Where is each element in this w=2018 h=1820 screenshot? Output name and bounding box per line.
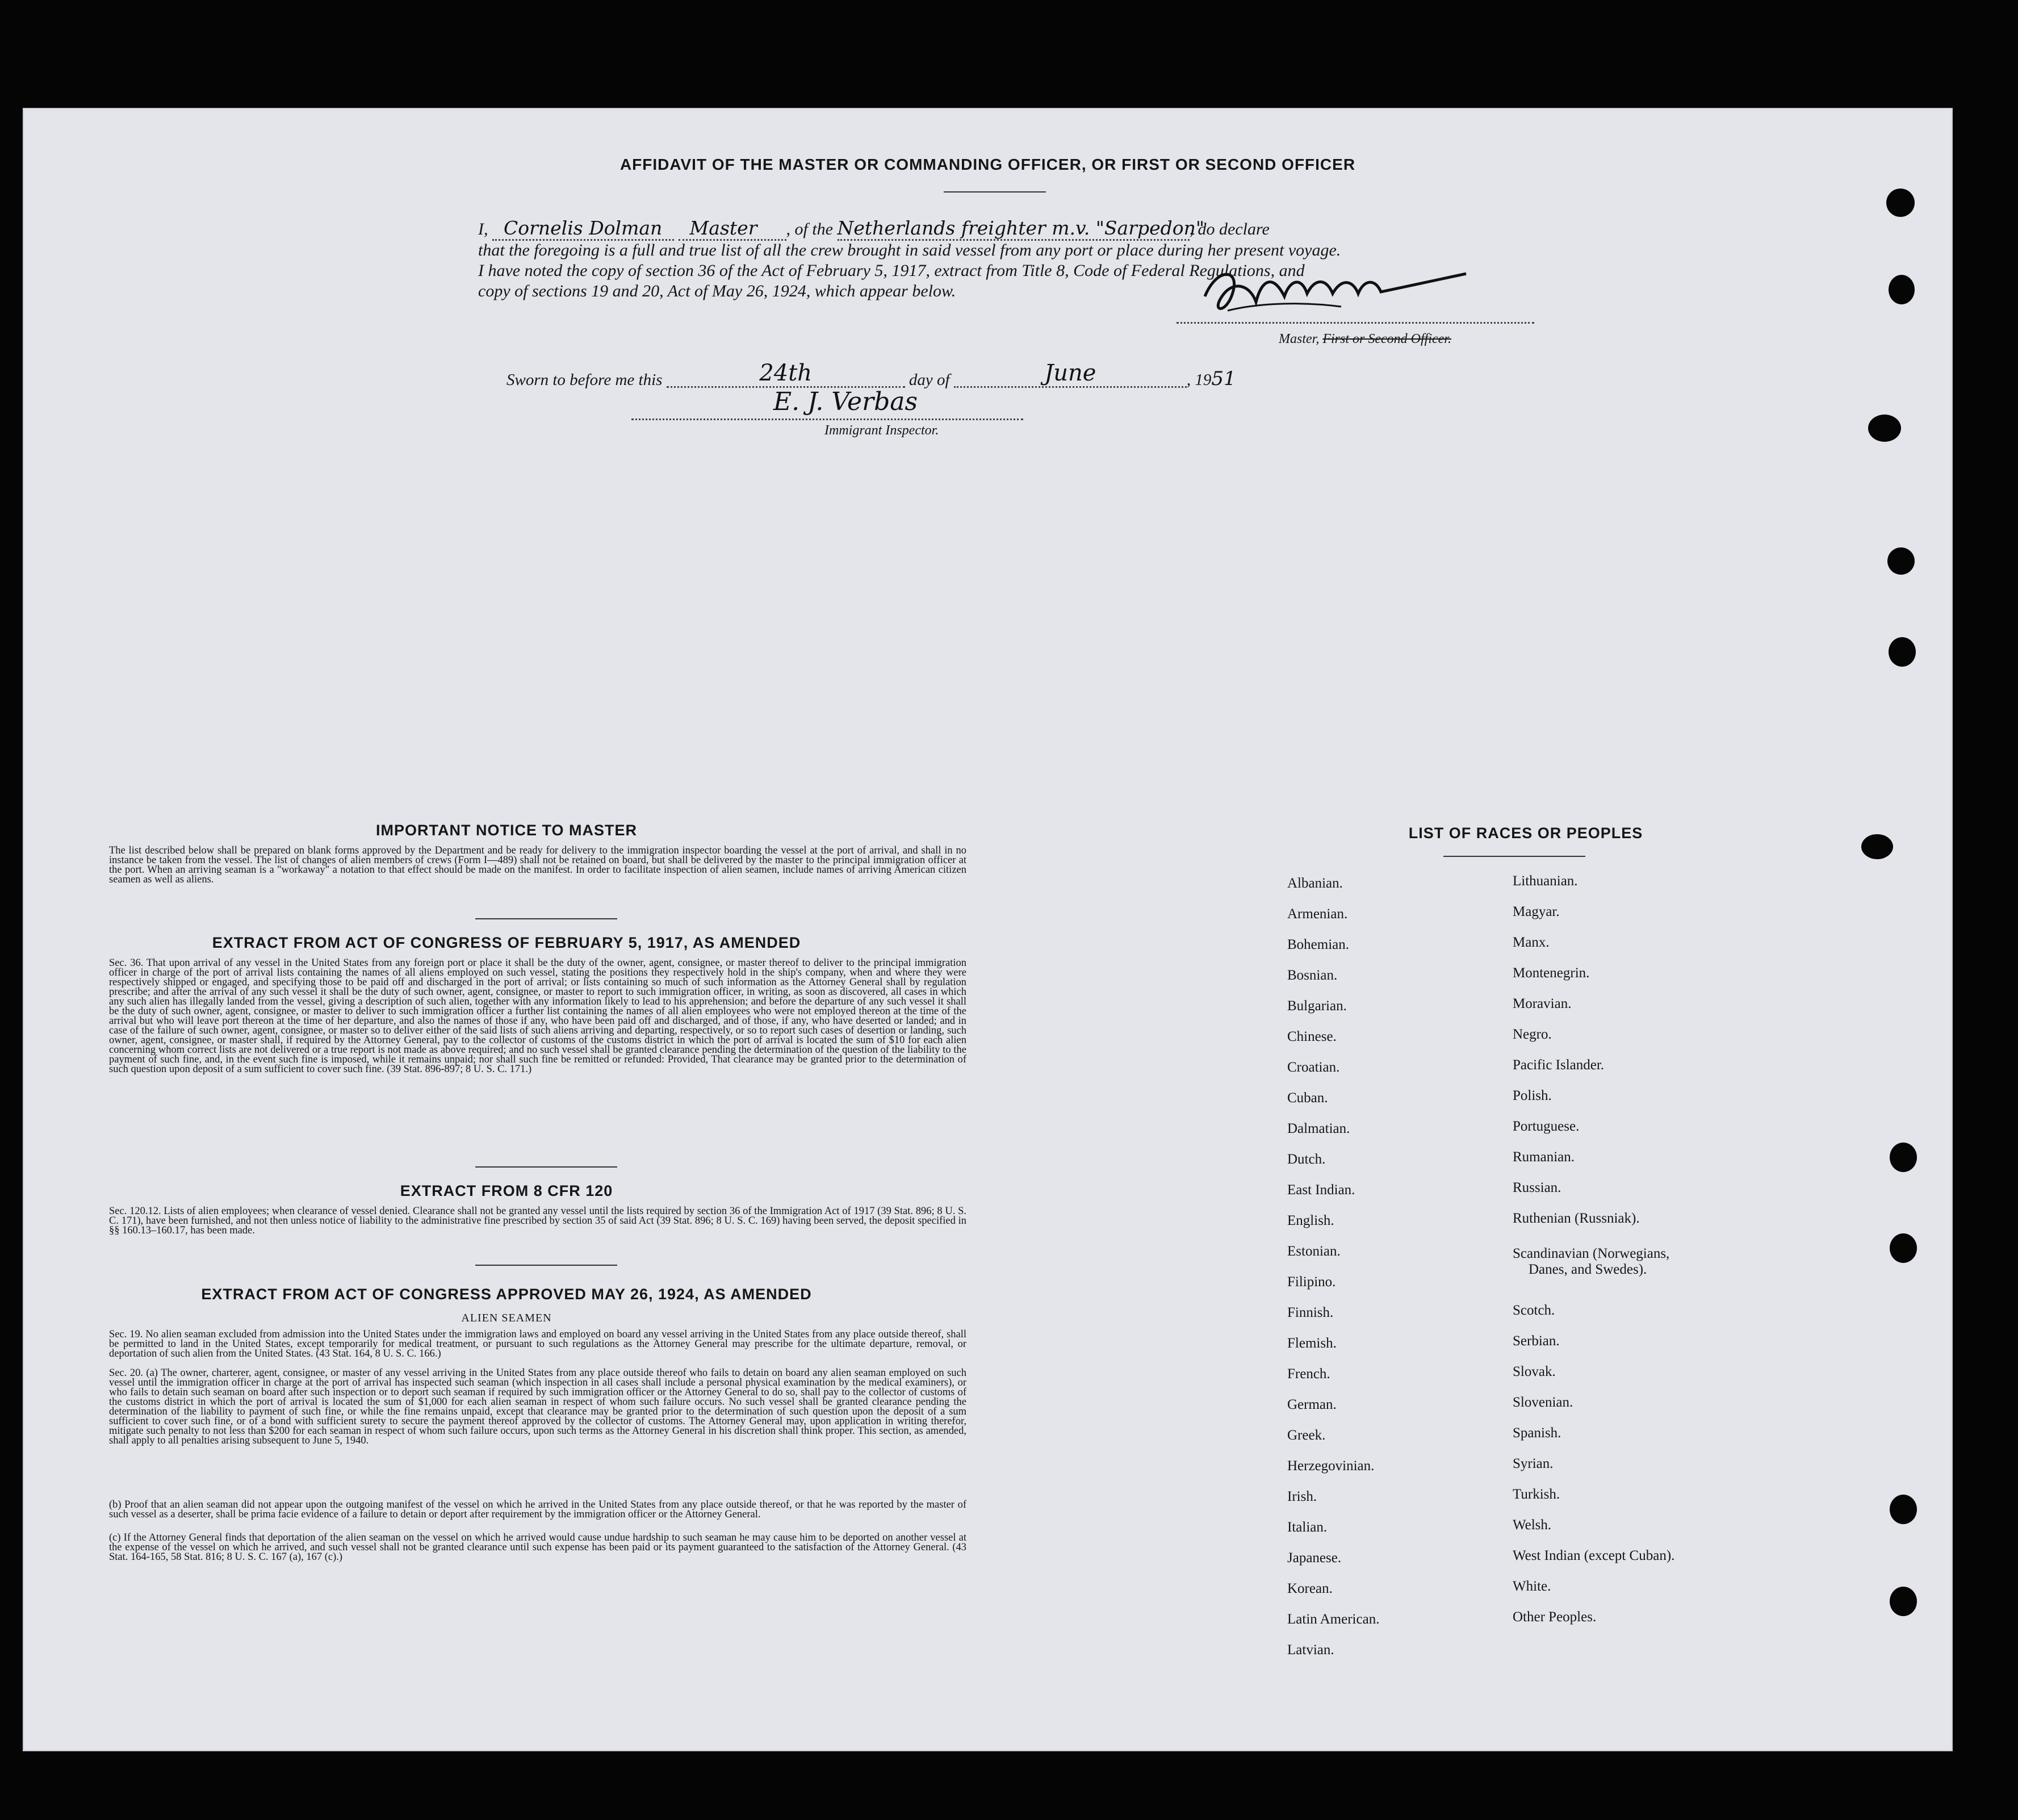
document-page xyxy=(23,108,1953,1751)
race-item: Herzegovinian. xyxy=(1287,1458,1375,1474)
inspector-signature-line xyxy=(631,419,1023,420)
race-item: Latvian. xyxy=(1287,1642,1334,1658)
punch-hole xyxy=(1868,415,1901,442)
notice-title: IMPORTANT NOTICE TO MASTER xyxy=(376,822,637,839)
race-item: Greek. xyxy=(1287,1428,1326,1443)
signature-label-officer: First or Second Officer. xyxy=(1322,332,1451,346)
affidavit-line-3: I have noted the copy of section 36 of the Act of February 5, 1917, extract from Title 8, Code of Federal Regulations, and xyxy=(478,261,1305,280)
race-item: Lithuanian. xyxy=(1513,873,1578,889)
signature-line xyxy=(1177,322,1534,324)
race-item: Ruthenian (Russniak). xyxy=(1513,1211,1640,1226)
race-item: Welsh. xyxy=(1513,1517,1552,1533)
race-item: Filipino. xyxy=(1287,1274,1336,1290)
extract-cfr-divider xyxy=(475,1265,617,1266)
extract-1924-title: EXTRACT FROM ACT OF CONGRESS APPROVED MAY 26, 1924, AS AMENDED xyxy=(201,1286,812,1303)
race-item: Dalmatian. xyxy=(1287,1121,1350,1136)
race-item: Italian. xyxy=(1287,1520,1328,1535)
punch-hole xyxy=(1890,1233,1917,1263)
race-item: Magyar. xyxy=(1513,904,1560,919)
race-item: Cuban. xyxy=(1287,1090,1328,1106)
race-item: Montenegrin. xyxy=(1513,965,1590,981)
inspector-signature: E. J. Verbas xyxy=(773,387,918,416)
race-item: Manx. xyxy=(1513,935,1550,950)
extract-1924-sec20c: (c) If the Attorney General finds that deportation of the alien seaman on the vessel on which he arrived would cause undue hardship to such seaman he may cause him to be deported on another vessel at the expense of the vessel on which he arrived, and such vessel shall not be granted clearance until such expense has been paid or its payment guaranteed to the satisfaction of the Attorney General. (43 Stat. 164-165, 58 Stat. 816; 8 U. S. C. 167 (a), 167 (c).) xyxy=(109,1532,966,1563)
extract-1917-title: EXTRACT FROM ACT OF CONGRESS OF FEBRUARY 5, 1917, AS AMENDED xyxy=(212,934,801,951)
race-item: Bulgarian. xyxy=(1287,998,1347,1014)
punch-hole xyxy=(1886,189,1915,217)
punch-hole xyxy=(1890,1495,1917,1524)
race-item: Rumanian. xyxy=(1513,1149,1575,1165)
sworn-year-prefix: , 19 xyxy=(1186,371,1212,389)
race-item: Chinese. xyxy=(1287,1029,1337,1044)
signature-label-master: Master, xyxy=(1279,332,1320,346)
race-item: Croatian. xyxy=(1287,1060,1340,1075)
signature-label xyxy=(1279,332,1451,347)
extract-1924-sec19: Sec. 19. No alien seaman excluded from admission into the United States under the immigration laws and employed on board any vessel arriving in the United States from any place outside thereof, shall be permitted to land in the United States, except temporarily for medical treatment, or pursuant to such regulations as the Attorney General may prescribe for the ultimate departure, removal, or deportation of such alien from the United States. (43 Stat. 164, 8 U. S. C. 166.) xyxy=(109,1329,966,1359)
race-item: Bohemian. xyxy=(1287,937,1350,952)
extract-1924-subtitle: ALIEN SEAMEN xyxy=(461,1312,552,1324)
extract-cfr-text: Sec. 120.12. Lists of alien employees; when clearance of vessel denied. Clearance shall not be granted any vessel until the lists required by section 36 of the Immigration Act of 1917 (39 Stat. 896; 8 U. S. C. 171), have been furnished, and not then unless notice of liability to the administrative fine prescribed by section 35 of said Act (39 Stat. 896; 8 U. S. C. 169) having been served, the deposit specified in §§ 160.13–160.17, has been made. xyxy=(109,1206,966,1236)
race-item: Finnish. xyxy=(1287,1305,1334,1320)
extract-1917-text: Sec. 36. That upon arrival of any vessel in the United States from any foreign port or place it shall be the duty of the owner, agent, consignee, or master thereof to deliver to the principal immigration officer in charge of the port of arrival lists containing the names of all aliens employed on such vessel, stating the positions they respectively hold in the ship's company, when and where they were respectively shipped or engaged, and specifying those to be paid off and discharged in the port of arrival; or lists containing so much of such information as the Attorney General shall by regulation prescribe; and after the arrival of any such vessel it shall be the duty of such owner, agent, consignee, or master to report to such immigration officer, in writing, as soon as discovered, all cases in which any such alien has illegally landed from the vessel, giving a description of such alien, together with any information likely to lead to his apprehension; and before the departure of any such vessel it shall be the duty of such owner, agent, consignee, or master to deliver to such immigration officer a further list containing the names of all alien employees who were not employed thereon at the time of the arrival but who will leave port thereon at the time of her departure, and also the names of those if any, who have been paid off and discharged, and of those, if any, who have deserted or landed; and in case of the failure of such owner, agent, consignee, or master so to deliver either of the said lists of such aliens arriving and departing, respectively, or so to report such cases of desertion or landing, such owner, agent, consignee, or master shall, if required by the Attorney General, pay to the collector of customs of the customs district in which the port of arrival is located the sum of $10 for each alien concerning whom correct lists are not delivered or a true report is not made as above required; and no such vessel shall be granted clearance pending the determination of the question of the liability to the payment of such fine, and, in the event such fine is imposed, while it remains unpaid; nor shall such fine be remitted or refunded: Provided, That clearance may be granted prior to the determination of such question upon deposit of a sum sufficient to cover such fine. (39 Stat. 896-897; 8 U. S. C. 171.) xyxy=(109,957,966,1075)
master-name: Cornelis Dolman xyxy=(492,217,674,241)
sworn-prefix: Sworn to before me this xyxy=(506,371,663,389)
race-item: Armenian. xyxy=(1287,906,1348,922)
punch-hole xyxy=(1861,834,1893,859)
master-rank: Master xyxy=(679,217,786,241)
race-item: Scotch. xyxy=(1513,1303,1555,1318)
master-signature xyxy=(1194,262,1477,336)
races-title: LIST OF RACES OR PEOPLES xyxy=(1408,825,1643,842)
race-item: Spanish. xyxy=(1513,1425,1561,1441)
inspector-label: Immigrant Inspector. xyxy=(824,423,939,438)
affidavit-line-4: copy of sections 19 and 20, Act of May 26, 1924, which appear below. xyxy=(478,282,956,300)
notice-divider xyxy=(475,918,617,919)
affidavit-line-1 xyxy=(478,217,1270,241)
race-item: Syrian. xyxy=(1513,1456,1554,1471)
affidavit-declare: , do declare xyxy=(1189,220,1270,239)
race-item: German. xyxy=(1287,1397,1337,1412)
race-item: Portuguese. xyxy=(1513,1119,1580,1134)
punch-hole xyxy=(1889,275,1915,304)
race-item: Estonian. xyxy=(1287,1244,1341,1259)
race-item: Pacific Islander. xyxy=(1513,1057,1605,1073)
race-item: Latin American. xyxy=(1287,1612,1380,1627)
sworn-day: 24th xyxy=(667,360,905,388)
race-item: White. xyxy=(1513,1579,1551,1594)
vessel-name: Netherlands freighter m.v. "Sarpedon" xyxy=(838,217,1190,241)
race-item: Flemish. xyxy=(1287,1336,1337,1351)
race-item: French. xyxy=(1287,1366,1330,1382)
affidavit-line-2: that the foregoing is a full and true list of all the crew brought in said vessel from any port or place during her present voyage. xyxy=(478,241,1341,260)
races-divider xyxy=(1443,856,1585,857)
race-item: Bosnian. xyxy=(1287,968,1338,983)
punch-hole xyxy=(1890,1143,1917,1172)
race-item: Irish. xyxy=(1287,1489,1317,1504)
race-item: Korean. xyxy=(1287,1581,1333,1596)
race-item: Moravian. xyxy=(1513,996,1572,1011)
race-item: Japanese. xyxy=(1287,1550,1342,1566)
race-item: Slovenian. xyxy=(1513,1395,1573,1410)
race-item: Turkish. xyxy=(1513,1487,1560,1502)
punch-hole xyxy=(1890,1587,1917,1616)
race-item: Scandinavian (Norwegians, xyxy=(1513,1246,1670,1261)
extract-1917-divider xyxy=(475,1166,617,1168)
extract-1924-sec20b: (b) Proof that an alien seaman did not appear upon the outgoing manifest of the vessel on which he arrived in the United States from any place outside thereof, or that he was reported by the master of such vessel as a deserter, shall be prima facie evidence of a failure to detain or deport after requirement by the immigration officer or the Attorney General. xyxy=(109,1499,966,1520)
race-item: Danes, and Swedes). xyxy=(1529,1262,1647,1277)
race-item: Dutch. xyxy=(1287,1152,1326,1167)
race-item: Slovak. xyxy=(1513,1364,1556,1379)
extract-1924-sec20a: Sec. 20. (a) The owner, charterer, agent, consignee, or master of any vessel arriving in the United States from any place outside thereof who fails to detain on board any alien seaman employed on such vessel until the immigration officer in charge at the port of arrival has inspected such seaman (which inspection in all cases shall include a personal physical examination by the medical examiners), or who fails to detain such seaman on board after such inspection or to deport such seaman if required by such immigration officer or the Attorney General to do so, shall pay to the collector of customs of the customs district in which the port of arrival is located the sum of $1,000 for each alien seaman in respect of whom such failure occurs. No such vessel shall be granted clearance pending the determination of the liability to payment of such fine, or while the fine remains unpaid, except that clearance may be granted prior to the determination of such question upon the deposit of a sum sufficient to cover such fine, or of a bond with sufficient surety to secure the payment thereof approved by the collector of customs. The Attorney General may, upon application in writing therefor, mitigate such penalty to not less than $200 for each seaman in respect of whom such failure occurs, upon such terms as the Attorney General in his discretion shall think proper. This section, as amended, shall apply to all penalties arising subsequent to June 5, 1940. xyxy=(109,1367,966,1446)
race-item: West Indian (except Cuban). xyxy=(1513,1548,1675,1563)
sworn-month: June xyxy=(954,360,1187,388)
affidavit-pronoun: I, xyxy=(478,220,488,239)
race-item: Russian. xyxy=(1513,1180,1561,1195)
race-item: Serbian. xyxy=(1513,1333,1560,1349)
punch-hole xyxy=(1889,637,1916,667)
notice-text: The list described below shall be prepared on blank forms approved by the Department and be ready for delivery to the immigration inspector boarding the vessel at the port of arrival, and shall in no instance be taken from the vessel. The list of changes of alien members of crews (Form I—489) shall not be retained on board, but shall be delivered by the master to the principal immigration officer at the port. When an arriving seaman is a "workaway" a notation to that effect should be made on the manifest. In order to facilitate inspection of alien seamen, include names of arriving American citizen seamen as well as aliens. xyxy=(109,845,966,885)
sworn-year: 51 xyxy=(1211,367,1236,390)
sworn-day-of: day of xyxy=(908,371,950,389)
punch-hole xyxy=(1887,547,1915,575)
affidavit-title: AFFIDAVIT OF THE MASTER OR COMMANDING OFFICER, OR FIRST OR SECOND OFFICER xyxy=(619,156,1356,173)
race-item: Negro. xyxy=(1513,1027,1552,1042)
race-item: English. xyxy=(1287,1213,1334,1228)
affidavit-of-the: , of the xyxy=(786,220,833,239)
title-divider xyxy=(944,191,1046,193)
race-item: Other Peoples. xyxy=(1513,1609,1597,1625)
race-item: Albanian. xyxy=(1287,876,1343,891)
race-item: East Indian. xyxy=(1287,1182,1355,1198)
extract-cfr-title: EXTRACT FROM 8 CFR 120 xyxy=(400,1182,613,1199)
race-item: Polish. xyxy=(1513,1088,1552,1103)
